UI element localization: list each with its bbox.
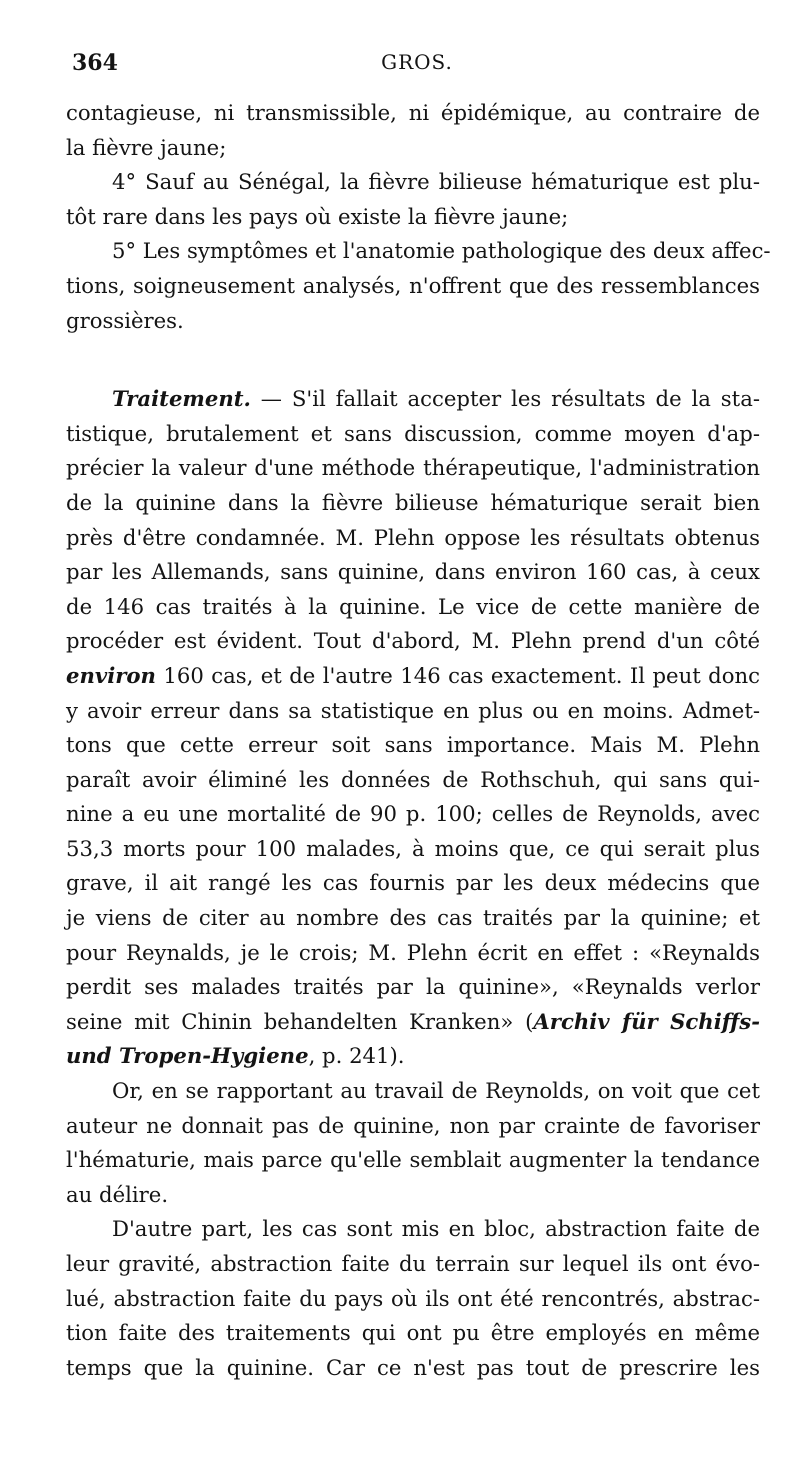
text-line: la fièvre jaune; — [66, 134, 227, 160]
text-line — [66, 382, 760, 417]
text-line: y avoir erreur dans sa statistique en plus ou en moins. Admet- — [66, 697, 760, 723]
text-segment: — S'il fallait accepter les résultats de la sta- — [250, 386, 760, 412]
text-line: tons que cette erreur soit sans importance. Mais M. Plehn — [66, 732, 760, 758]
text-line: contagieuse, ni transmissible, ni épidémique, au contraire de — [66, 100, 760, 125]
text-line: lué, abstraction faite du pays où ils ont été rencontrés, abstrac- — [66, 1285, 760, 1311]
text-line: temps que la quinine. Car ce n'est pas tout de prescrire les — [66, 1354, 760, 1380]
text-line: de 146 cas traités à la quinine. Le vice de cette manière de — [66, 593, 760, 619]
text-line: perdit ses malades traités par la quinine», «Reynalds verlor — [66, 974, 760, 1000]
text-line: grave, il ait rangé les cas fournis par les deux médecins que — [66, 870, 760, 896]
text-line: procéder est évident. Tout d'abord, M. Plehn prend d'un côté — [66, 628, 760, 654]
text-segment: 160 cas, et de l'autre 146 cas exactement. Il peut donc — [155, 662, 760, 688]
italic-word: environ — [66, 662, 156, 688]
text-line: Or, en se rapportant au travail de Reynolds, on voit que cet — [112, 1078, 760, 1104]
text-line: 5° Les symptômes et l'anatomie pathologique des deux affec- — [112, 238, 771, 264]
text-line: D'autre part, les cas sont mis en bloc, abstraction faite de — [112, 1216, 760, 1242]
running-title: GROS. — [381, 50, 453, 74]
paragraph-gap — [66, 338, 760, 382]
journal-title: und Tropen-Hygiene — [66, 1043, 309, 1069]
section-heading: Traitement. — [112, 386, 251, 412]
text-line: de la quinine dans la fièvre bilieuse hématurique serait bien — [66, 489, 760, 515]
text-line: pour Reynalds, je le crois; M. Plehn écrit en effet : «Reynalds — [66, 939, 760, 965]
journal-title: Archiv für Schiffs- — [533, 1008, 760, 1034]
text-line: tôt rare dans les pays où existe la fièvre jaune; — [66, 203, 569, 229]
text-line: nine a eu une mortalité de 90 p. 100; celles de Reynolds, avec — [66, 801, 760, 827]
text-line — [66, 1039, 760, 1074]
body-text — [66, 96, 771, 1385]
text-line: 4° Sauf au Sénégal, la fièvre bilieuse hématurique est plu- — [112, 169, 760, 195]
text-line: au délire. — [66, 1181, 169, 1207]
text-segment: , p. 241). — [308, 1043, 405, 1069]
text-line: je viens de citer au nombre des cas traités par la quinine; et — [66, 905, 760, 931]
text-segment: seine mit Chinin behandelten Kranken» ( — [66, 1008, 534, 1034]
text-line — [66, 659, 760, 694]
page-header — [72, 50, 762, 82]
text-line: tistique, brutalement et sans discussion, comme moyen d'ap- — [66, 420, 760, 446]
text-line: leur gravité, abstraction faite du terrain sur lequel ils ont évo- — [66, 1251, 760, 1276]
text-line: près d'être condamnée. M. Plehn oppose les résultats obtenus — [66, 524, 760, 550]
text-line: grossières. — [66, 307, 184, 333]
text-line: auteur ne donnait pas de quinine, non par crainte de favoriser — [66, 1112, 760, 1138]
text-line: tion faite des traitements qui ont pu être employés en même — [66, 1320, 760, 1346]
text-line: précier la valeur d'une méthode thérapeutique, l'administration — [66, 455, 760, 481]
text-line: par les Allemands, sans quinine, dans environ 160 cas, à ceux — [66, 559, 760, 585]
text-line: tions, soigneusement analysés, n'offrent que des ressemblances — [66, 272, 760, 298]
text-line: paraît avoir éliminé les données de Rothschuh, qui sans qui- — [66, 766, 760, 792]
text-line: 53,3 morts pour 100 malades, à moins que, ce qui serait plus — [66, 835, 760, 861]
text-line: l'hématurie, mais parce qu'elle semblait augmenter la tendance — [66, 1147, 760, 1173]
text-line — [66, 1005, 760, 1040]
page-number: 364 — [72, 50, 118, 76]
